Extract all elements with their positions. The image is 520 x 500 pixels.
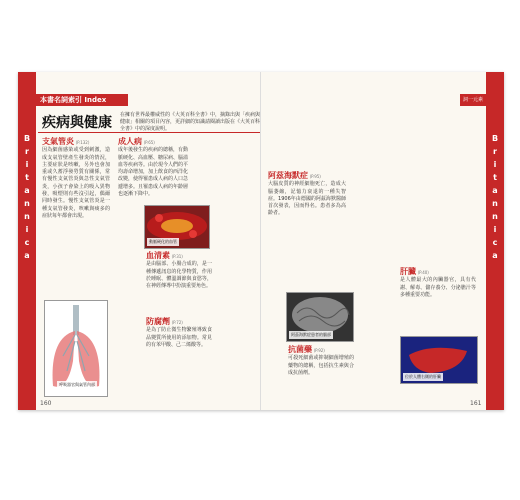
liver-image <box>400 336 478 384</box>
page-number-right: 161 <box>470 400 482 407</box>
side-letters <box>486 132 504 262</box>
artery-image <box>144 205 210 249</box>
book-gutter <box>260 72 261 410</box>
intro-text: 在擁有世界最權威性的《大英百科全書》中，摘錄出與「疾病與健康」相關的項目內容，更詳細的知識請閱讀出版在《大英百科全書》中的深度說明。 <box>120 112 261 132</box>
entry-term: 阿茲海默症 <box>268 171 308 180</box>
entry-ref: (P.65) <box>143 140 155 145</box>
side-letter: c <box>492 238 498 247</box>
lungs-image <box>44 300 108 397</box>
title-divider <box>38 132 260 133</box>
entry-bronchitis <box>42 138 110 220</box>
entry-term: 肝臟 <box>400 267 416 276</box>
entry-alzheimers <box>268 172 346 218</box>
entry-text: 是人體最大的內臟器官，具有代謝、解毒、儲存養分、分泌膽汁等多種重要功能。 <box>400 277 476 298</box>
image-caption: 阿茲海默症患者的腦部 <box>291 332 331 337</box>
entry-text: 是由腦部、小腸合成的，是一種傳遞訊息的化學物質，作用於睡眠、體溫調節與食慾等，在神經傳導中扮演重要角色。 <box>146 261 212 290</box>
image-caption: 動脈硬化的血管 <box>149 239 177 244</box>
side-letter: B <box>23 134 31 143</box>
right-side-strip <box>486 72 504 410</box>
side-letter: n <box>24 212 30 221</box>
side-letter: a <box>492 251 498 260</box>
page-title: 疾病與健康 <box>42 115 112 131</box>
entry-text: 大腦皮質的神經細胞死亡，造成大腦萎縮，記憶力衰退的一種失智症。1906年由德國的阿茲海默醫師首次發表，因而得名。患者多為高齡者。 <box>268 181 346 217</box>
side-letter: a <box>24 251 30 260</box>
side-letter: B <box>491 134 499 143</box>
image-caption: 呼吸器官與氣管內部 <box>59 382 95 387</box>
side-letter: i <box>25 160 29 169</box>
right-tab: 詞一元素 <box>460 94 486 106</box>
side-letters <box>18 132 36 262</box>
side-letter: i <box>493 160 497 169</box>
side-letter: n <box>492 212 498 221</box>
brain-image <box>286 292 354 342</box>
side-letter: r <box>25 147 29 156</box>
side-letter: r <box>493 147 497 156</box>
entry-ref: (P.95) <box>309 174 321 179</box>
entry-liver <box>400 268 476 299</box>
entry-antibacterial <box>288 346 354 377</box>
side-letter: i <box>25 225 29 234</box>
entry-text: 可殺死細菌或抑制細菌增殖的藥物的總稱，包括抗生素與合成抗菌劑。 <box>288 355 354 376</box>
entry-term: 成人病 <box>118 137 142 146</box>
entry-term: 支氣管炎 <box>42 137 74 146</box>
entry-adult-disease <box>118 138 188 198</box>
entry-text: 成年後發生的疾病的總稱，有動脈硬化、高血壓、糖尿病、腦溢血等疾病等。由於現今人們的平均壽命增加，加上飲食的西洋化改變，使得罹患成人病的人口急遽增多。且罹患成人病的年齡層也逐漸下降中。 <box>118 147 189 198</box>
entry-ref: (P.40) <box>417 270 429 275</box>
entry-preservative <box>146 318 212 349</box>
side-letter: c <box>24 238 30 247</box>
entry-ref: (P.92) <box>313 348 325 353</box>
entry-term: 抗菌藥 <box>288 345 312 354</box>
side-letter: i <box>493 225 497 234</box>
side-letter: a <box>24 186 30 195</box>
entry-text: 因為細菌感染或受到刺激，造成支氣管壁產生發炎的情況，主要症狀是咳嗽，另外也會加重或久蓄浮發勞質有關係，常有慢性支氣管炎與急性支氣管炎，小孩子會染上的吸入異物發，吸煙則有些沒引起，偶爾同時發生。慢性支氣管炎是一種支氣管發炎，咳嗽與痰多的症狀每年都會出現。 <box>42 147 110 219</box>
side-letter: n <box>492 199 498 208</box>
page-number-left: 160 <box>40 400 52 407</box>
entry-term: 防腐劑 <box>146 317 170 326</box>
side-letter: n <box>24 199 30 208</box>
entry-text: 是為了防止微生物繁殖導致食品變質所使用的添加物。常見的有苯甲酸、己二烯酸等。 <box>146 327 212 348</box>
index-header: 本書名詞索引 Index <box>36 94 128 106</box>
entry-ref: (P.132) <box>75 140 90 145</box>
image-caption: 位於人體右側的肝臟 <box>405 374 441 379</box>
entry-term: 血清素 <box>146 251 170 260</box>
left-side-strip <box>18 72 36 410</box>
side-letter: a <box>492 186 498 195</box>
entry-ref: (P.31) <box>171 254 183 259</box>
side-letter: t <box>25 173 29 182</box>
side-letter: t <box>493 173 497 182</box>
entry-serotonin <box>146 252 212 290</box>
entry-ref: (P.72) <box>171 320 183 325</box>
